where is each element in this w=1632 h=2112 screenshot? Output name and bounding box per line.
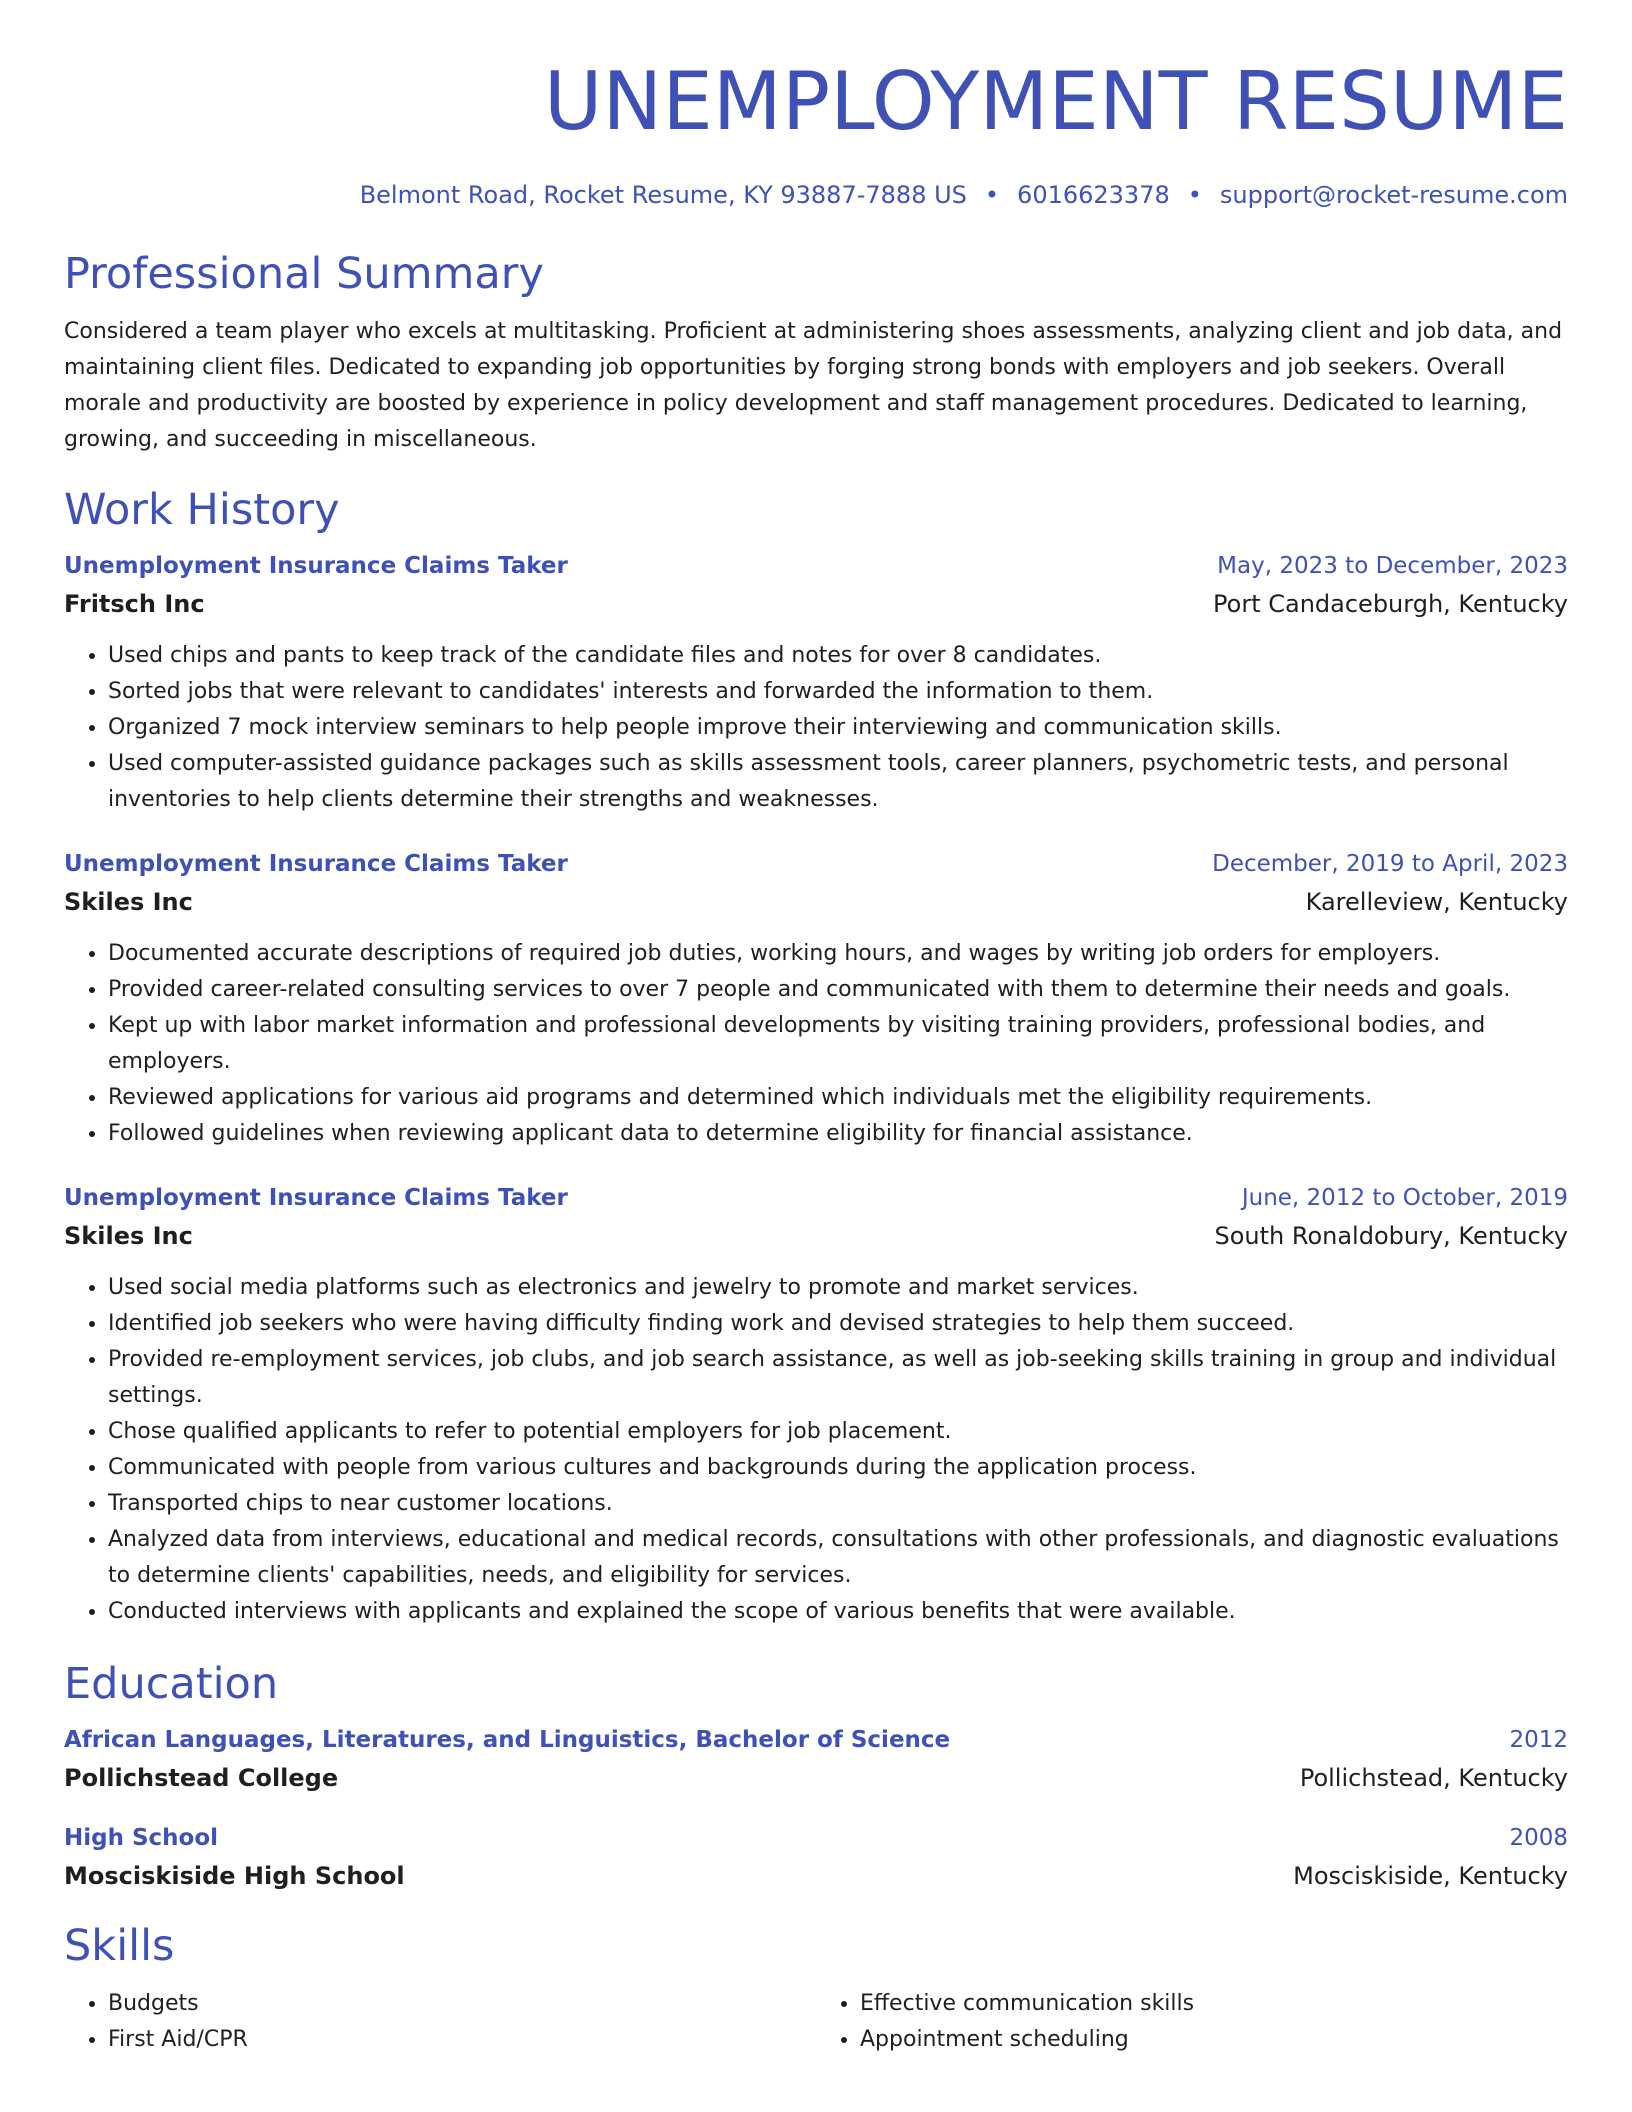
job-company: Skiles Inc [64, 1222, 193, 1250]
job-bullet: • Conducted interviews with applicants and explained the scope of various benefits that were available. [108, 1594, 1568, 1630]
skills-heading: Skills [64, 1921, 175, 1971]
skills-list [64, 1986, 1568, 2058]
skills-column-right [816, 1986, 1568, 2058]
job-bullet: • Analyzed data from interviews, educational and medical records, consultations with other professionals, and diagnostic evaluations to determine clients' capabilities, needs, and eligibility for services. [108, 1522, 1568, 1594]
job-title: Unemployment Insurance Claims Taker [64, 553, 568, 579]
skills-column-left [64, 1986, 816, 2058]
job-bullet: • Identified job seekers who were having difficulty finding work and devised strategies to help them succeed. [108, 1306, 1568, 1342]
job-bullet: • Chose qualified applicants to refer to potential employers for job placement. [108, 1414, 1568, 1450]
education-school: Pollichstead College [64, 1764, 339, 1792]
job-bullet: • Kept up with labor market information and professional developments by visiting training providers, professional bodies, and employers. [108, 1008, 1568, 1080]
job-bullet: • Documented accurate descriptions of required job duties, working hours, and wages by writing job orders for employers. [108, 936, 1568, 972]
education-location: Mosciskiside, Kentucky [1293, 1862, 1568, 1890]
job-company: Skiles Inc [64, 888, 193, 916]
education-school: Mosciskiside High School [64, 1862, 405, 1890]
work-history-heading: Work History [64, 485, 340, 535]
job-bullet: • Transported chips to near customer locations. [108, 1486, 1568, 1522]
education-list [64, 1722, 1568, 1896]
job-company-row [64, 1216, 1568, 1256]
job-bullets [64, 936, 1568, 1152]
education-year: 2012 [1509, 1727, 1568, 1753]
job-company-row [64, 584, 1568, 624]
education-entry [64, 1722, 1568, 1798]
skill-item: • Budgets [108, 1986, 816, 2022]
skill-item: • Appointment scheduling [860, 2022, 1568, 2058]
education-entry [64, 1820, 1568, 1896]
job-bullet: • Reviewed applications for various aid programs and determined which individuals met the eligibility requirements. [108, 1080, 1568, 1116]
job-header-row [64, 548, 1568, 584]
job-bullet: • Followed guidelines when reviewing applicant data to determine eligibility for financial assistance. [108, 1116, 1568, 1152]
contact-separator: • [1187, 181, 1202, 209]
job-bullet: • Provided re-employment services, job clubs, and job search assistance, as well as job-seeking skills training in group and individual settings. [108, 1342, 1568, 1414]
contact-phone: 6016623378 [1017, 181, 1170, 209]
summary-text: Considered a team player who excels at multitasking. Proficient at administering shoes assessments, analyzing client and job data, and maintaining client files. Dedicated to expanding job opportunities by forging strong bonds with employers and job seekers. Overall morale and productivity are boosted by experience in policy development and staff management procedures. Dedicated to learning, growing, and succeeding in miscellaneous. [64, 319, 1563, 452]
summary-heading: Professional Summary [64, 249, 544, 299]
job-header-row [64, 846, 1568, 882]
job-bullet: • Used social media platforms such as electronics and jewelry to promote and market services. [108, 1270, 1568, 1306]
job-company-row [64, 882, 1568, 922]
job-bullets [64, 638, 1568, 818]
education-school-row [64, 1758, 1568, 1798]
job-bullet: • Organized 7 mock interview seminars to help people improve their interviewing and communication skills. [108, 710, 1568, 746]
education-location: Pollichstead, Kentucky [1299, 1764, 1568, 1792]
education-degree: High School [64, 1825, 219, 1851]
job-location: Karelleview, Kentucky [1305, 888, 1568, 916]
contact-email[interactable]: support@rocket-resume.com [1219, 181, 1568, 209]
job-dates: May, 2023 to December, 2023 [1217, 553, 1568, 579]
job-bullet: • Used chips and pants to keep track of the candidate files and notes for over 8 candidates. [108, 638, 1568, 674]
job-header-row [64, 1180, 1568, 1216]
education-degree: African Languages, Literatures, and Linguistics, Bachelor of Science [64, 1727, 951, 1753]
job-entry [64, 1180, 1568, 1630]
education-year: 2008 [1509, 1825, 1568, 1851]
contact-address: Belmont Road, Rocket Resume, KY 93887-7888 US [359, 181, 967, 209]
job-location: South Ronaldobury, Kentucky [1214, 1222, 1568, 1250]
job-bullets [64, 1270, 1568, 1630]
job-location: Port Candaceburgh, Kentucky [1213, 590, 1568, 618]
work-history-list [64, 548, 1568, 1630]
job-entry [64, 548, 1568, 818]
education-school-row [64, 1856, 1568, 1896]
job-bullet: • Communicated with people from various cultures and backgrounds during the application process. [108, 1450, 1568, 1486]
job-title: Unemployment Insurance Claims Taker [64, 1185, 568, 1211]
job-dates: December, 2019 to April, 2023 [1212, 851, 1568, 877]
skill-item: • Effective communication skills [860, 1986, 1568, 2022]
job-bullet: • Provided career-related consulting services to over 7 people and communicated with them to determine their needs and goals. [108, 972, 1568, 1008]
contact-separator: • [984, 181, 1000, 209]
resume-title: UNEMPLOYMENT RESUME [543, 55, 1568, 148]
job-dates: June, 2012 to October, 2019 [1241, 1185, 1568, 1211]
job-company: Fritsch Inc [64, 590, 205, 618]
job-title: Unemployment Insurance Claims Taker [64, 851, 568, 877]
job-entry [64, 846, 1568, 1152]
skill-item: • First Aid/CPR [108, 2022, 816, 2058]
education-header-row [64, 1722, 1568, 1758]
job-bullet: • Sorted jobs that were relevant to candidates' interests and forwarded the information to them. [108, 674, 1568, 710]
job-bullet: • Used computer-assisted guidance packages such as skills assessment tools, career planners, psychometric tests, and personal inventories to help clients determine their strengths and weaknesses. [108, 746, 1568, 818]
contact-line [64, 178, 1568, 212]
education-header-row [64, 1820, 1568, 1856]
education-heading: Education [64, 1659, 279, 1709]
